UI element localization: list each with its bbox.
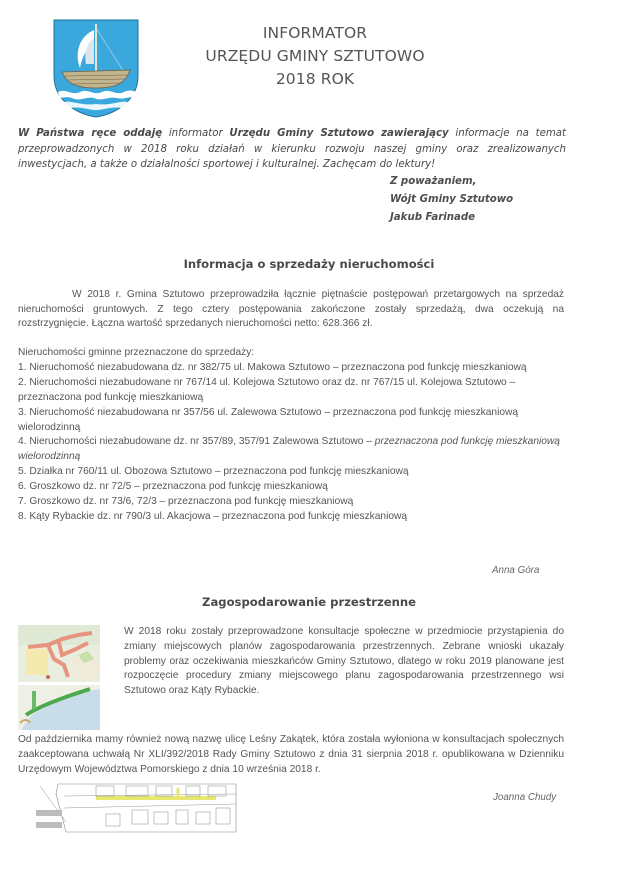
planning-paragraph: W 2018 roku zostały przeprowadzone konsultacje społeczne w przedmiocie przystąpienia do zmiany miejscowych planów zagospodarowania przestrzennych. Zebrane wnioski ukazały problemy oraz oczekiwania mieszkańców Gminy Sztutowo, dlatego w roku 2019 planowane jest rozpoczęcie procedury zmiany miejscowego planu zagospodarowania przestrzennego wsi Sztutowo oraz Kąty Rybackie. — [124, 626, 564, 697]
property-list-item: 5. Działka nr 760/11 ul. Obozowa Sztutowo – przeznaczona pod funkcję mieszkaniową — [18, 466, 409, 478]
coastline-map-thumbnail — [18, 685, 100, 730]
property-list-item: 3. Nieruchomość niezabudowana nr 357/56 ul. Zalewowa Sztutowo – przeznaczona pod funkcję mieszkaniową wielorodzinną — [18, 406, 519, 433]
property-list-item: 7. Groszkowo dz. nr 73/6, 72/3 – przeznaczona pod funkcję mieszkaniową — [18, 496, 354, 508]
property-list-intro: Nieruchomości gminne przeznaczone do sprzedaży: — [18, 347, 255, 358]
coat-of-arms-icon — [52, 18, 140, 118]
author-sales: Anna Góra — [492, 565, 540, 576]
signature-role: Wójt Gminy Sztutowo — [390, 194, 514, 205]
property-list-item: 4. Nieruchomości niezabudowane dz. nr 357/89, 357/91 Zalewowa Sztutowo – przeznaczona pod funkcję mieszkaniową wielorodzinną — [18, 436, 560, 463]
signature-greeting: Z poważaniem, — [390, 176, 477, 187]
sales-paragraph: W 2018 r. Gmina Sztutowo przeprowadziła łącznie piętnaście postępowań przetargowych na sprzedaż nieruchomości gruntowych. Z tego cztery postępowania zakończone zostały sprzedażą, dwa oczekują na rozstrzygnięcie. Łączna wartość sprzedanych nieruchomości netto: 628.366 zł. — [18, 289, 564, 330]
intro-bold-lead: W Państwa ręce oddaję — [18, 128, 163, 139]
intro-paragraph — [18, 126, 566, 173]
property-list-item: 1. Nieruchomość niezabudowana dz. nr 382/75 ul. Makowa Sztutowo – przeznaczona pod funkcję mieszkaniową — [18, 361, 527, 373]
zoning-map-thumbnail — [18, 625, 100, 682]
intro-text-2: Urzędu Gminy Sztutowo zawierający — [229, 128, 449, 139]
property-list-item: 6. Groszkowo dz. nr 72/5 – przeznaczona pod funkcję mieszkaniową — [18, 481, 328, 493]
title-line-1: INFORMATOR — [262, 24, 368, 42]
property-list-item: 2. Nieruchomości niezabudowane nr 767/14 ul. Kolejowa Sztutowo oraz dz. nr 767/15 ul. Kolejowa Sztutowo – przeznaczona pod funkcję mieszkaniową — [18, 376, 516, 403]
property-list — [18, 346, 578, 525]
intro-text-1: informator — [162, 128, 230, 139]
intro-text-3: informacje na temat przeprowadzonych w 2018 roku działań w kierunku rozwoju naszej gminy oraz zrealizowanych inwestycjach, a także o działalności sportowej i kulturalnej. Zachęcam do lektury! — [18, 128, 567, 170]
section-heading-sales: Informacja o sprzedaży nieruchomości — [183, 257, 435, 271]
signature-name: Jakub Farinade — [390, 212, 476, 223]
street-plan-map — [36, 782, 244, 834]
title-line-3: 2018 ROK — [275, 70, 355, 88]
property-list-item: 8. Kąty Rybackie dz. nr 790/3 ul. Akacjowa – przeznaczona pod funkcję mieszkaniową — [18, 510, 408, 522]
section-heading-planning: Zagospodarowanie przestrzenne — [202, 595, 416, 609]
title-line-2: URZĘDU GMINY SZTUTOWO — [205, 47, 425, 65]
author-planning: Joanna Chudy — [493, 792, 557, 803]
street-name-paragraph: Od października mamy również nową nazwę ulicę Leśny Zakątek, która została wyłoniona w konsultacjach społecznych zaakceptowana uchwałą Nr XLI/392/2018 Rady Gminy Sztutowo z dnia 31 sierpnia 2018 r. opublikowana w Dzienniku Urzędowym Województwa Pomorskiego z dnia 10 września 2018 r. — [18, 734, 564, 775]
document-title — [170, 22, 460, 91]
